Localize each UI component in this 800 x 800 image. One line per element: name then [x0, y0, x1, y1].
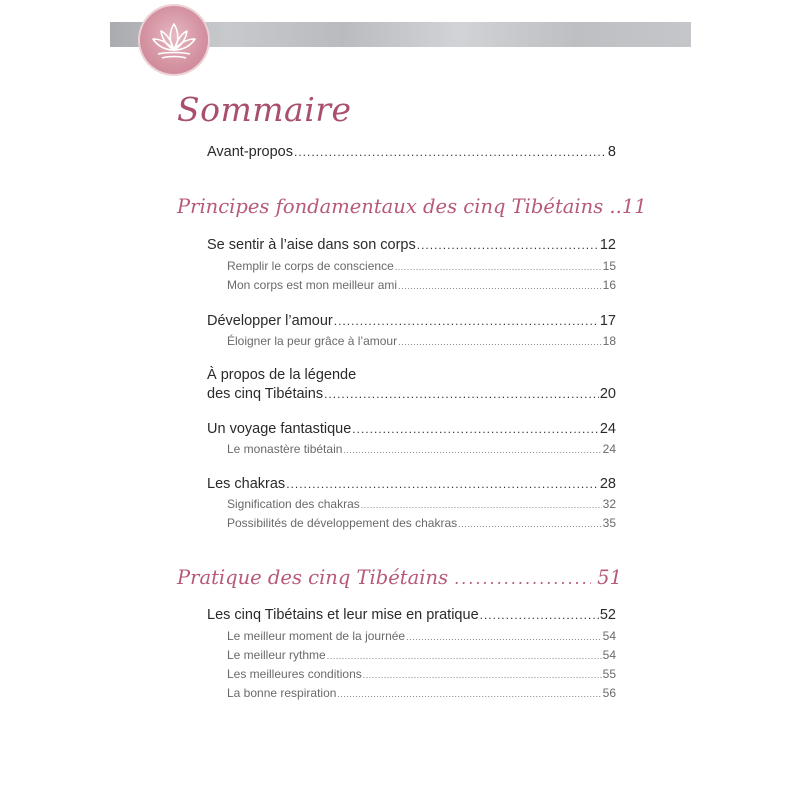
toc-subentry-label: Signification des chakras	[227, 497, 360, 511]
dot-leader	[458, 516, 602, 530]
toc-chapter[interactable]	[207, 421, 616, 437]
toc-subentry-page: 24	[602, 442, 616, 456]
toc-chapter-multiline[interactable]	[207, 366, 616, 404]
toc-entry-page: 20	[599, 386, 616, 402]
toc-chapter[interactable]	[207, 313, 616, 329]
toc-subentry[interactable]	[227, 334, 616, 348]
dot-leader	[363, 667, 602, 681]
toc-entry-label: Développer l’amour	[207, 313, 333, 329]
toc-subentry[interactable]	[227, 442, 616, 456]
dot-leader	[480, 607, 599, 623]
toc-chapter[interactable]	[207, 237, 616, 253]
toc-subentry-page: 56	[602, 686, 616, 700]
section-label: Principes fondamentaux des cinq Tibétains ..	[177, 195, 622, 218]
toc-subentry-label: Le meilleur rythme	[227, 648, 326, 662]
dot-leader	[361, 497, 602, 511]
toc-entry-page: 8	[607, 144, 616, 160]
toc-section-principes[interactable]	[177, 195, 647, 218]
toc-subentry-page: 18	[602, 334, 616, 348]
toc-entry-label: Avant-propos	[207, 144, 293, 160]
toc-subentry-page: 15	[602, 259, 616, 273]
toc-subentry-label: Remplir le corps de conscience	[227, 259, 394, 273]
toc-entry-page: 28	[599, 476, 616, 492]
toc-subentry[interactable]	[227, 629, 616, 643]
toc-entry-avant-propos[interactable]	[207, 144, 616, 160]
toc-subentry-label: Éloigner la peur grâce à l’amour	[227, 334, 398, 348]
toc-subentry-page: 32	[602, 497, 616, 511]
dot-leader	[398, 278, 602, 292]
toc-subentry[interactable]	[227, 259, 616, 273]
toc-subentry-label: Possibilités de développement des chakras	[227, 516, 458, 530]
toc-subentry-label: La bonne respiration	[227, 686, 337, 700]
page-title: Sommaire	[177, 90, 352, 129]
dot-leader	[294, 144, 607, 160]
toc-subentry-label: Mon corps est mon meilleur ami	[227, 278, 398, 292]
section-label: Pratique des cinq Tibétains	[177, 566, 449, 589]
toc-subentry[interactable]	[227, 648, 616, 662]
toc-entry-page: 17	[599, 313, 616, 329]
toc-chapter[interactable]	[207, 607, 616, 623]
dot-leader	[334, 313, 599, 329]
toc-entry-page: 52	[599, 607, 616, 623]
toc-entry-page: 12	[599, 237, 616, 253]
dot-leader	[327, 648, 602, 662]
toc-entry-label: Les cinq Tibétains et leur mise en pratique	[207, 607, 479, 623]
toc-subentry[interactable]	[227, 278, 616, 292]
dot-leader	[454, 566, 591, 589]
section-page: 51	[597, 566, 622, 589]
toc-subentry-label: Le meilleur moment de la journée	[227, 629, 406, 643]
dot-leader	[286, 476, 599, 492]
toc-subentry-page: 54	[602, 648, 616, 662]
toc-subentry-label: Le monastère tibétain	[227, 442, 343, 456]
dot-leader	[352, 421, 599, 437]
dot-leader	[406, 629, 602, 643]
toc-subentry-page: 35	[602, 516, 616, 530]
dot-leader	[398, 334, 602, 348]
toc-entry-label: Se sentir à l’aise dans son corps	[207, 237, 416, 253]
toc-subentry-page: 54	[602, 629, 616, 643]
dot-leader	[395, 259, 602, 273]
toc-entry-label-line1: À propos de la légende	[207, 367, 357, 383]
toc-section-pratique[interactable]	[177, 566, 622, 589]
dot-leader	[324, 385, 599, 404]
dot-leader	[337, 686, 601, 700]
section-page: 11	[621, 195, 647, 218]
toc-subentry[interactable]	[227, 667, 616, 681]
toc-subentry[interactable]	[227, 686, 616, 700]
toc-entry-label-line2: des cinq Tibétains	[207, 386, 324, 402]
toc-subentry-label: Les meilleures conditions	[227, 667, 362, 681]
toc-subentry[interactable]	[227, 497, 616, 511]
toc-entry-label: Les chakras	[207, 476, 286, 492]
toc-chapter[interactable]	[207, 476, 616, 492]
dot-leader	[343, 442, 601, 456]
lotus-icon	[140, 6, 208, 74]
toc-subentry-page: 16	[602, 278, 616, 292]
dot-leader	[417, 237, 599, 253]
toc-entry-label: Un voyage fantastique	[207, 421, 352, 437]
toc-entry-page: 24	[599, 421, 616, 437]
toc-subentry[interactable]	[227, 516, 616, 530]
toc-subentry-page: 55	[602, 667, 616, 681]
toc-entry-line2	[207, 385, 616, 404]
